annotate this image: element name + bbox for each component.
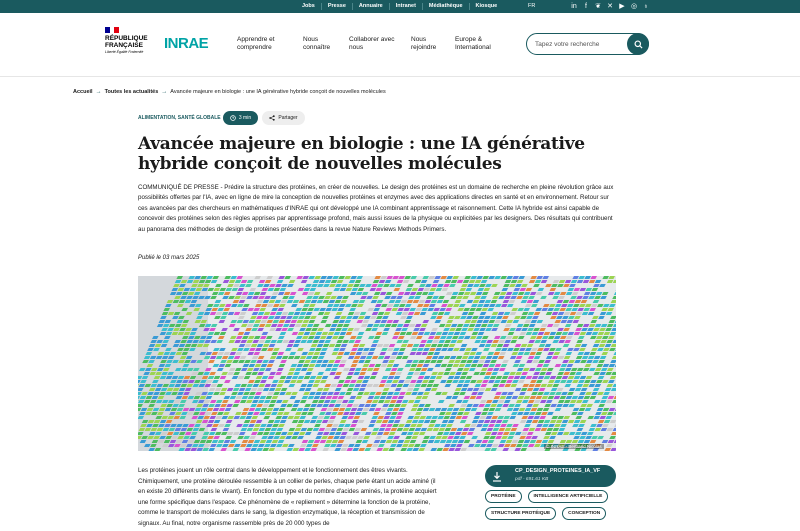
download-filemeta: pdf - 691.61 KB (515, 477, 549, 482)
tag-conception[interactable]: CONCEPTION (562, 507, 606, 520)
search-button[interactable] (627, 33, 649, 55)
tag-proteine[interactable]: PROTÉINE (485, 490, 522, 503)
utility-link-intranet[interactable]: Intranet (389, 3, 422, 10)
language-selector[interactable]: FR (528, 3, 536, 9)
top-utility-bar (0, 0, 800, 13)
inrae-logo[interactable]: INRAE (164, 35, 209, 52)
download-press-release-button[interactable] (485, 465, 616, 487)
tag-structure-proteique[interactable]: STRUCTURE PROTÉIQUE (485, 507, 556, 520)
republique-francaise-logo[interactable] (105, 27, 155, 54)
nav-item-apprendre[interactable]: Apprendre et comprendre (237, 36, 275, 51)
sequence-alignment-illustration (138, 276, 616, 451)
breadcrumb-news[interactable]: Toutes les actualités (104, 89, 159, 95)
main-navigation (237, 36, 515, 52)
share-icon (269, 115, 275, 121)
nav-item-europe-international[interactable]: Europe & International (455, 36, 491, 51)
utility-links (296, 0, 503, 13)
article-lead: COMMUNIQUÉ DE PRESSE - Prédire la structure des protéines, en créer de nouvelles. Le design des protéines est un domaine de recherche en pleine révolution grâce aux possibilités offertes par l'IA, avec en ligne de mire la conception de nouvelles protéines et enzymes avec des applications directes en santé et en environnement. Retour sur ces avancées par des chercheurs en mathématiques d'INRAE qui ont développé une IA combinant apprentissage et raisonnement. Cette IA hybride est ainsi capable de concevoir des protéines selon des règles apprises par apprentissage profond, mais aussi issues de la physique ou explicitées par les designers. Des résultats qui contribuent au panorama des méthodes de design de protéines présentées dans la revue Nature Reviews Methods Primers. (138, 184, 614, 233)
read-time-badge (223, 111, 258, 125)
clock-icon (230, 115, 236, 121)
search-input[interactable] (535, 38, 625, 50)
read-time-label: 3 min (238, 115, 252, 121)
download-icon (490, 469, 504, 483)
site-header (0, 13, 800, 77)
nav-item-collaborer[interactable]: Collaborer avec nous (349, 36, 395, 51)
utility-link-mediatheque[interactable]: Médiathèque (422, 3, 469, 10)
article-title: Avancée majeure en biologie : une IA générative hybride conçoit de nouvelles molécules (138, 134, 585, 174)
nav-item-nous-rejoindre[interactable]: Nous rejoindre (411, 36, 437, 51)
breadcrumb-home[interactable]: Accueil (73, 89, 93, 95)
utility-link-kiosque[interactable]: Kiosque (469, 3, 504, 10)
microphone-icon[interactable]: ♁ (643, 3, 649, 10)
utility-link-presse[interactable]: Presse (321, 3, 352, 10)
nav-item-nous-connaitre[interactable]: Nous connaître (303, 36, 331, 51)
utility-link-jobs[interactable]: Jobs (302, 3, 315, 9)
french-flag-icon (105, 27, 119, 33)
bluesky-icon[interactable]: ❦ (595, 3, 601, 10)
tag-intelligence-artificielle[interactable]: INTELLIGENCE ARTIFICIELLE (528, 490, 609, 503)
breadcrumb-current: Avancée majeure en biologie : une IA générative hybride conçoit de nouvelles molécules (170, 89, 386, 95)
youtube-icon[interactable]: ▶ (619, 3, 625, 10)
facebook-icon[interactable]: f (585, 3, 587, 10)
share-label: Partager (278, 115, 298, 121)
republique-motto: Liberté Égalité Fraternité (105, 50, 144, 54)
article-hero-image (138, 276, 616, 451)
republique-label: RÉPUBLIQUE FRANÇAISE (105, 35, 148, 49)
x-icon[interactable]: ✕ (607, 3, 613, 10)
search-icon (634, 40, 643, 49)
utility-link-annuaire[interactable]: Annuaire (352, 3, 389, 10)
chevron-right-icon: → (161, 89, 168, 95)
linkedin-icon[interactable]: in (571, 3, 577, 10)
article-body: Les protéines jouent un rôle central dans le développement et le fonctionnement des êtres vivants. Chimiquement, une protéine déroulée ressemble à un collier de perles, chaque perle étant un acide aminé (il en existe 20 différents dans le vivant). En fonction du type et du nombre d'acides aminés, la protéine acquiert une forme spécifique dans l'espace. Ce phénomène de « repliement » détermine la fonction de la protéine, comme le transport de molécules dans le sang, la digestion enzymatique, la réception et transmission de signaux. Au final, notre organisme rassemble près de 20 000 types de (138, 467, 437, 527)
search-box (526, 33, 649, 55)
breadcrumb (73, 89, 386, 95)
download-filename: CP_DESIGN_PROTEINES_IA_VF (515, 468, 601, 474)
publication-date: Publié le 03 mars 2025 (138, 255, 200, 261)
tag-list (485, 490, 625, 520)
social-links (570, 2, 650, 11)
share-button[interactable] (262, 111, 305, 125)
podcast-icon[interactable]: ◎ (630, 3, 638, 10)
article-category[interactable]: ALIMENTATION, SANTÉ GLOBALE (138, 115, 221, 121)
image-credit: © INRAE - Bertrand Nicolas (546, 444, 602, 449)
chevron-right-icon: → (95, 89, 102, 95)
